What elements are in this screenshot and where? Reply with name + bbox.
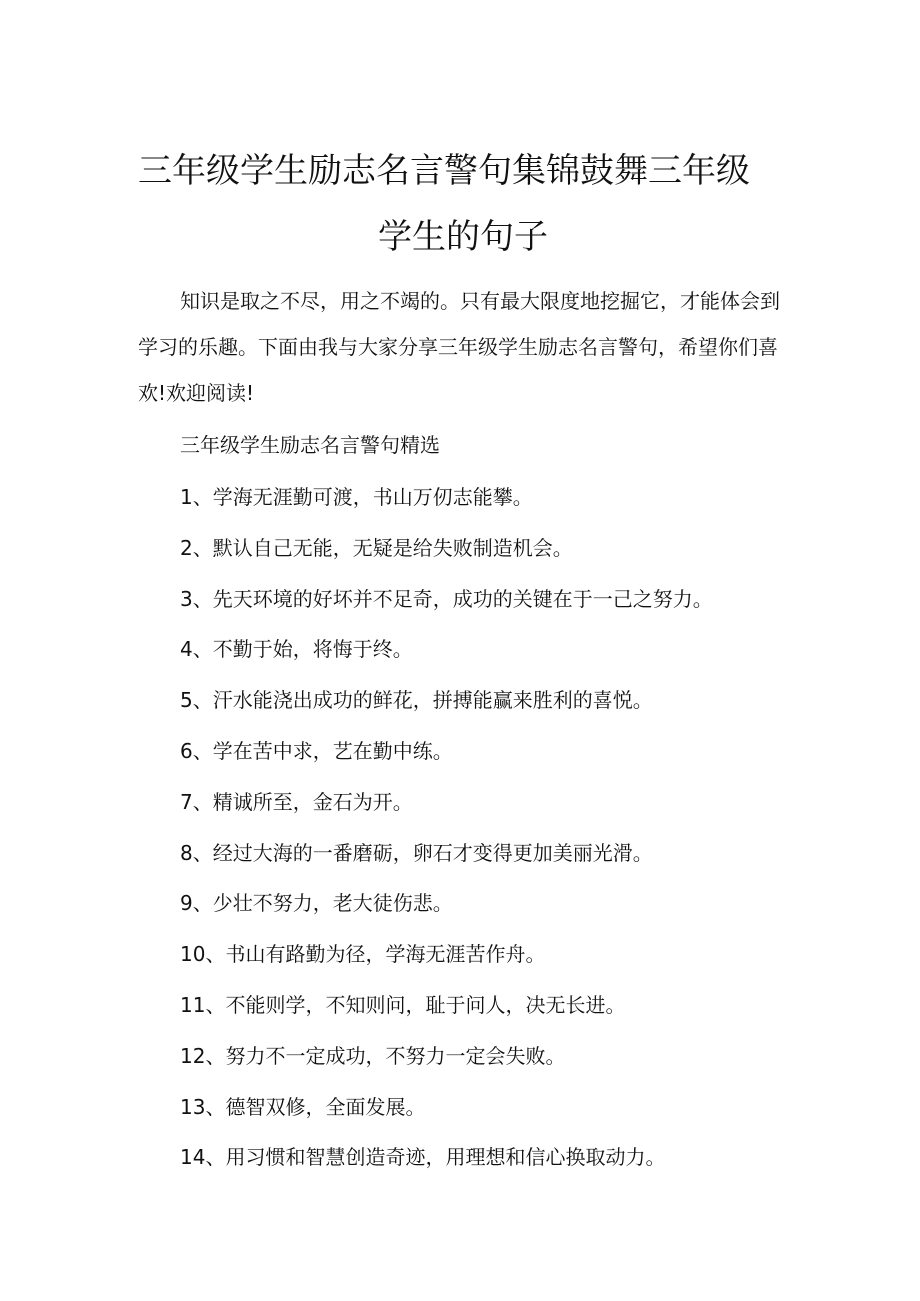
quote-list	[180, 472, 713, 1183]
quote-item: 2、默认自己无能，无疑是给失败制造机会。	[180, 535, 573, 560]
quote-item: 1、学海无涯勤可渡，书山万仞志能攀。	[180, 485, 533, 509]
quote-item: 5、汗水能浇出成功的鲜花，拼搏能赢来胜利的喜悦。	[180, 688, 653, 713]
quote-item: 9、少壮不努力，老大徒伤悲。	[180, 891, 453, 916]
document-title	[138, 138, 788, 270]
section-heading: 三年级学生励志名言警句精选	[180, 433, 440, 457]
quote-item: 10、书山有路勤为径，学海无涯苦作舟。	[180, 942, 546, 967]
quote-item: 14、用习惯和智慧创造奇迹，用理想和信心换取动力。	[180, 1145, 666, 1170]
quote-item: 11、不能则学，不知则问，耻于问人，决无长进。	[180, 992, 626, 1017]
quote-item: 6、学在苦中求，艺在勤中练。	[180, 738, 453, 763]
title-line-1: 三年级学生励志名言警句集锦鼓舞三年级	[138, 151, 750, 191]
quote-item: 12、努力不一定成功，不努力一定会失败。	[180, 1043, 566, 1068]
quote-item: 13、德智双修，全面发展。	[180, 1094, 426, 1119]
quote-item: 8、经过大海的一番磨砺，卵石才变得更加美丽光滑。	[180, 840, 653, 865]
quote-item: 7、精诚所至，金石为开。	[180, 789, 413, 814]
quote-item: 4、不勤于始，将悔于终。	[180, 637, 413, 662]
title-line-2: 学生的句子	[378, 217, 548, 257]
intro-paragraph: 知识是取之不尽，用之不竭的。只有最大限度地挖掘它，才能体会到学习的乐趣。下面由我与大家分享三年级学生励志名言警句，希望你们喜欢!欢迎阅读!	[138, 289, 780, 405]
quote-item: 3、先天环境的好坏并不足奇，成功的关键在于一己之努力。	[180, 586, 713, 611]
